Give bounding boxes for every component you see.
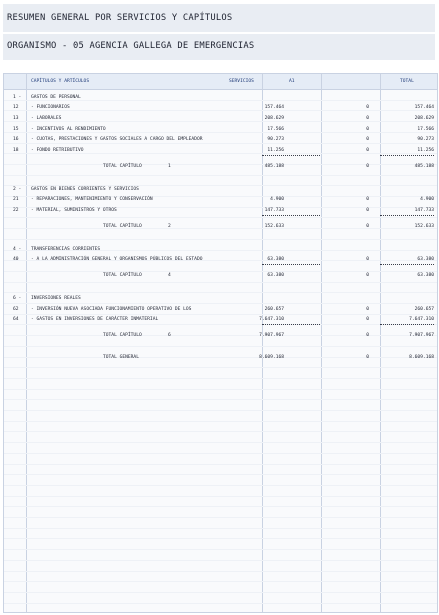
chapter-total-amount: 485.188: [414, 164, 434, 170]
chapter-code: 4 -: [13, 246, 22, 252]
col-capitulos-header: CAPÍTULOS Y ARTÍCULOS: [31, 79, 90, 84]
article-servicios-amount: 0: [366, 126, 369, 132]
article-servicios-amount: 0: [366, 317, 369, 323]
row-stripe: [4, 549, 437, 550]
article-servicios-amount: 0: [366, 208, 369, 213]
article-total-amount: 11.256: [417, 148, 434, 153]
row-stripe: [4, 346, 437, 347]
chapter-total-label: TOTAL CAPÍTULO: [103, 224, 142, 230]
article-row: [4, 255, 437, 265]
article-description: - A LA ADMINISTRACIÓN GENERAL Y ORGANISMOS PÚBLICOS DEL ESTADO: [31, 257, 203, 263]
article-a1-amount: 17.566: [267, 126, 284, 132]
grand-total-row: [4, 353, 437, 363]
chapter-total-number: 6: [168, 333, 171, 339]
article-servicios-amount: 0: [366, 257, 369, 263]
article-description: - MATERIAL, SUMINISTROS Y OTROS: [31, 208, 117, 213]
article-a1-amount: 260.657: [264, 306, 284, 312]
row-stripe: [4, 485, 437, 486]
article-total-amount: 90.273: [417, 137, 434, 143]
chapter-total-servicios: 0: [366, 224, 369, 230]
article-servicios-amount: 0: [366, 197, 369, 203]
row-stripe: [4, 399, 437, 400]
article-description: - REPARACIONES, MANTENIMIENTO Y CONSERVACIÓN: [31, 197, 153, 203]
organism-name: ORGANISMO - 05 AGENCIA GALLEGA DE EMERGENCIAS: [7, 41, 255, 51]
row-stripe: [4, 517, 437, 518]
article-row: [4, 206, 437, 216]
article-total-amount: 157.464: [414, 105, 434, 111]
article-row: [4, 135, 437, 145]
article-a1-amount: 4.900: [270, 197, 284, 203]
article-code: 62: [13, 306, 19, 312]
subtotal-separator: [262, 324, 320, 325]
row-stripe: [4, 496, 437, 497]
chapter-total-a1: 63.380: [267, 273, 284, 279]
grand-total-amount: 8.609.168: [409, 354, 434, 360]
subtotal-separator: [380, 264, 434, 265]
row-stripe: [4, 581, 437, 582]
row-stripe: [4, 453, 437, 454]
grand-total-a1: 8.609.168: [259, 354, 284, 360]
col-total-header: TOTAL: [400, 79, 414, 84]
article-code: 21: [13, 197, 19, 203]
chapter-total-row: [4, 331, 437, 341]
chapter-total-row: [4, 162, 437, 172]
article-row: [4, 305, 437, 315]
column-header-row: [4, 74, 437, 90]
row-stripe: [4, 431, 437, 432]
article-total-amount: 7.647.310: [409, 317, 434, 323]
article-a1-amount: 11.256: [267, 148, 284, 153]
grand-total-label: TOTAL GENERAL: [103, 354, 139, 360]
chapter-total-label: TOTAL CAPÍTULO: [103, 273, 142, 279]
chapter-total-row: [4, 222, 437, 232]
article-description: - INVERSIÓN NUEVA ASOCIADA FUNCIONAMIENTO OPERATIVO DE LOS: [31, 306, 192, 312]
article-code: 13: [13, 115, 19, 121]
row-stripe: [4, 410, 437, 411]
article-description: - CUOTAS, PRESTACIONES Y GASTOS SOCIALES A CARGO DEL EMPLEADOR: [31, 137, 203, 143]
row-stripe: [4, 389, 437, 390]
chapter-heading-row: [4, 185, 437, 195]
article-servicios-amount: 0: [366, 148, 369, 153]
subtotal-separator: [380, 215, 434, 216]
row-stripe: [4, 592, 437, 593]
subtotal-separator: [380, 155, 434, 156]
report-title-bar: [3, 4, 435, 32]
row-stripe: [4, 442, 437, 443]
article-description: - FUNCIONARIOS: [31, 105, 70, 111]
article-total-amount: 147.733: [414, 208, 434, 213]
article-code: 64: [13, 317, 19, 323]
article-code: 18: [13, 148, 19, 153]
chapter-total-servicios: 0: [366, 333, 369, 339]
report-title: RESUMEN GENERAL POR SERVICIOS Y CAPÍTULOS: [7, 13, 233, 23]
row-stripe: [4, 239, 437, 240]
chapter-total-servicios: 0: [366, 164, 369, 170]
chapter-total-number: 4: [168, 273, 171, 279]
article-total-amount: 208.629: [414, 115, 434, 121]
chapter-name: INVERSIONES REALES: [31, 295, 81, 301]
article-row: [4, 103, 437, 113]
row-stripe: [4, 528, 437, 529]
chapter-code: 2 -: [13, 186, 22, 192]
chapter-total-label: TOTAL CAPÍTULO: [103, 164, 142, 170]
article-row: [4, 146, 437, 156]
chapter-total-a1: 152.633: [264, 224, 284, 230]
article-description: - GASTOS EN INVERSIONES DE CARÁCTER INMATERIAL: [31, 317, 159, 323]
article-total-amount: 4.900: [420, 197, 434, 203]
chapter-total-row: [4, 271, 437, 281]
col-a1-header: A1: [289, 79, 295, 84]
subtotal-separator: [380, 324, 434, 325]
article-servicios-amount: 0: [366, 306, 369, 312]
article-code: 16: [13, 137, 19, 143]
subtotal-separator: [262, 264, 320, 265]
row-stripe: [4, 421, 437, 422]
article-a1-amount: 147.733: [264, 208, 284, 213]
article-a1-amount: 90.273: [267, 137, 284, 143]
row-stripe: [4, 282, 437, 283]
chapter-total-a1: 7.907.967: [259, 333, 284, 339]
chapter-total-servicios: 0: [366, 273, 369, 279]
subtotal-separator: [262, 155, 320, 156]
article-total-amount: 260.657: [414, 306, 434, 312]
article-a1-amount: 208.629: [264, 115, 284, 121]
row-stripe: [4, 367, 437, 368]
chapter-name: GASTOS DE PERSONAL: [31, 94, 81, 100]
organism-bar: [3, 34, 435, 60]
article-a1-amount: 157.464: [264, 105, 284, 111]
article-description: - LABORALES: [31, 115, 62, 121]
article-row: [4, 195, 437, 205]
row-stripe: [4, 506, 437, 507]
chapter-total-amount: 7.907.967: [409, 333, 434, 339]
article-row: [4, 125, 437, 135]
row-stripe: [4, 560, 437, 561]
chapter-total-number: 1: [168, 164, 171, 170]
chapter-total-number: 2: [168, 224, 171, 230]
article-servicios-amount: 0: [366, 105, 369, 111]
row-stripe: [4, 175, 437, 176]
row-stripe: [4, 571, 437, 572]
article-code: 40: [13, 257, 19, 263]
chapter-name: TRANSFERENCIAS CORRIENTES: [31, 246, 101, 252]
row-stripe: [4, 538, 437, 539]
article-description: - INCENTIVOS AL RENDIMIENTO: [31, 126, 106, 132]
row-stripe: [4, 603, 437, 604]
summary-table: [3, 73, 438, 613]
article-description: - FONDO RETRIBUTIVO: [31, 148, 84, 153]
article-row: [4, 114, 437, 124]
chapter-name: GASTOS EN BIENES CORRIENTES Y SERVICIOS: [31, 186, 139, 192]
chapter-total-a1: 485.188: [264, 164, 284, 170]
article-a1-amount: 63.380: [267, 257, 284, 263]
article-total-amount: 63.380: [417, 257, 434, 263]
row-stripe: [4, 464, 437, 465]
article-code: 12: [13, 105, 19, 111]
row-stripe: [4, 378, 437, 379]
col-servicios-header: SERVICIOS: [229, 79, 254, 84]
article-row: [4, 315, 437, 325]
article-a1-amount: 7.647.310: [259, 317, 284, 323]
chapter-total-amount: 152.633: [414, 224, 434, 230]
chapter-heading-row: [4, 245, 437, 255]
chapter-heading-row: [4, 294, 437, 304]
chapter-heading-row: [4, 93, 437, 103]
article-servicios-amount: 0: [366, 115, 369, 121]
row-stripe: [4, 474, 437, 475]
chapter-code: 6 -: [13, 295, 22, 301]
article-servicios-amount: 0: [366, 137, 369, 143]
article-code: 22: [13, 208, 19, 213]
grand-total-servicios: 0: [366, 354, 369, 360]
article-total-amount: 17.566: [417, 126, 434, 132]
chapter-total-label: TOTAL CAPÍTULO: [103, 333, 142, 339]
subtotal-separator: [262, 215, 320, 216]
article-code: 15: [13, 126, 19, 132]
chapter-code: 1 -: [13, 94, 22, 100]
row-stripe: [4, 217, 437, 218]
chapter-total-amount: 63.380: [417, 273, 434, 279]
